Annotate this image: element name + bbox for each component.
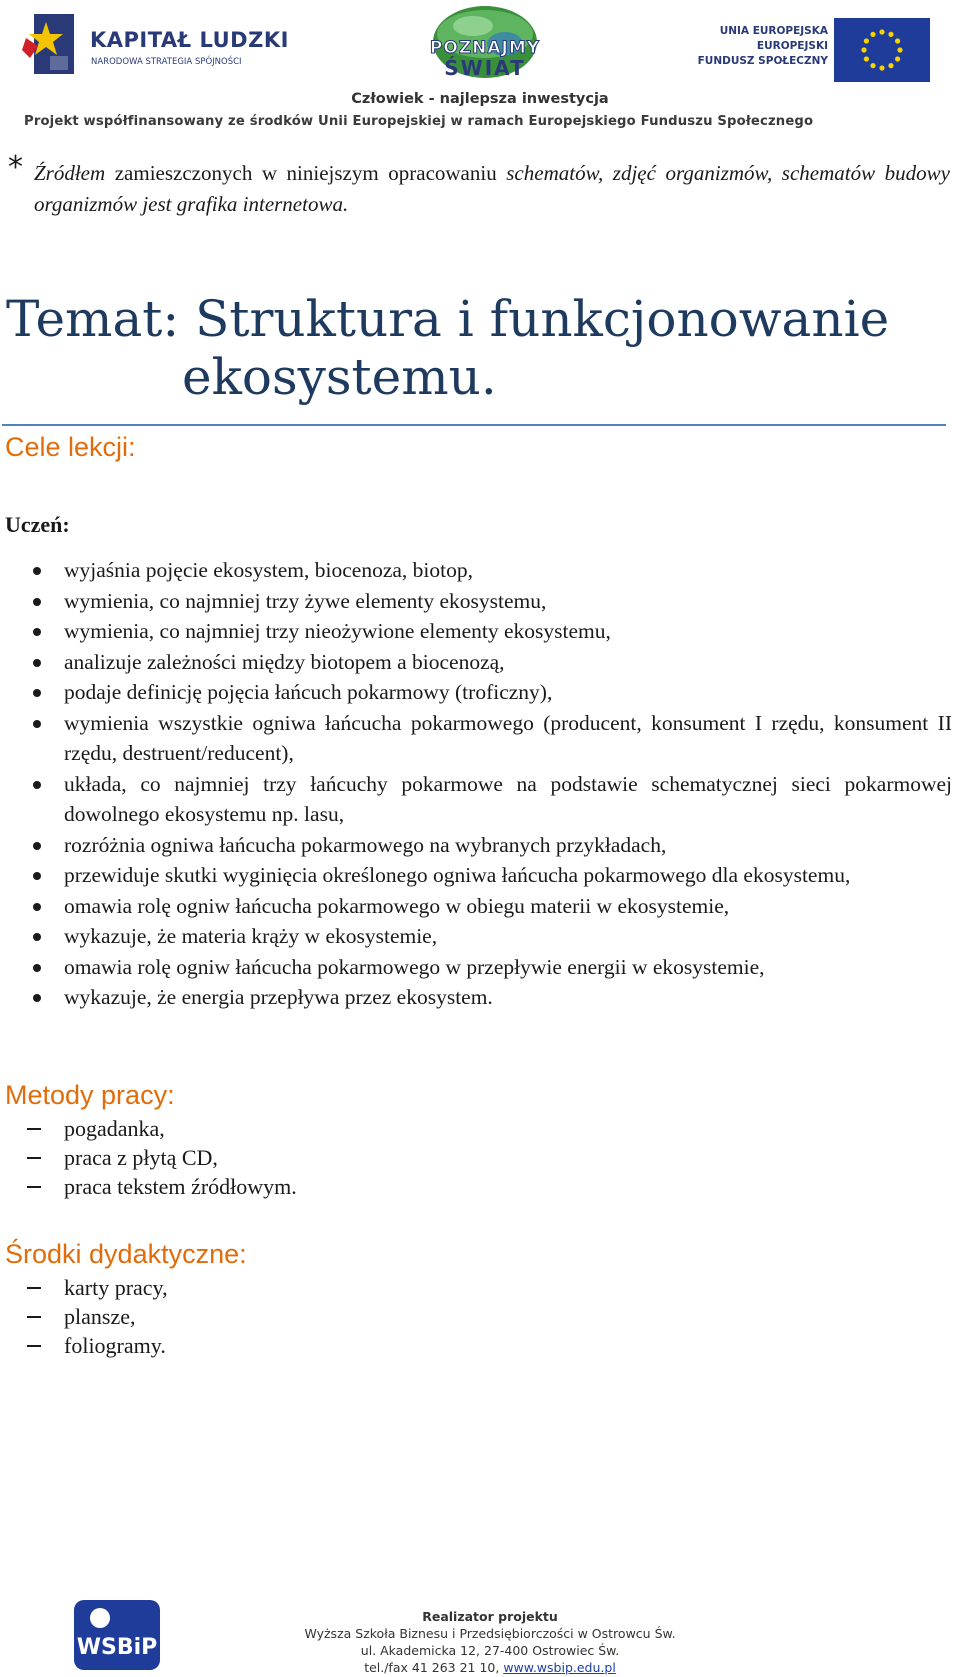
- bullet-icon: [33, 598, 41, 606]
- kapital-ludzki-subtitle: NARODOWA STRATEGIA SPÓJNOŚCI: [91, 57, 242, 67]
- list-item: plansze,: [0, 1302, 600, 1331]
- bullet-icon: [33, 781, 41, 789]
- title-line-1: Temat: Struktura i funkcjonowanie: [6, 290, 890, 348]
- document-header: [0, 0, 960, 135]
- list-item: wymienia wszystkie ogniwa łańcucha pokarmowego (producent, konsument I rzędu, konsument II rzędu, destruent/reducent),: [0, 708, 952, 769]
- methods-list: [0, 1114, 600, 1201]
- aids-heading: Środki dydaktyczne:: [5, 1239, 247, 1269]
- bullet-icon: [33, 903, 41, 911]
- list-item: przewiduje skutki wyginięcia określonego ogniwa łańcucha pokarmowego dla ekosystemu,: [0, 860, 952, 891]
- eu-line-2: EUROPEJSKI: [756, 40, 828, 52]
- dash-icon: [27, 1157, 41, 1159]
- dash-icon: [27, 1128, 41, 1130]
- eu-line-3: FUNDUSZ SPOŁECZNY: [697, 55, 828, 67]
- list-item: wykazuje, że materia krąży w ekosystemie,: [0, 921, 952, 952]
- bullet-icon: [33, 659, 41, 667]
- poznajmy-text: POZNAJMY: [429, 38, 541, 58]
- dash-icon: [27, 1287, 41, 1289]
- source-note: [8, 150, 950, 220]
- kapital-ludzki-title: KAPITAŁ LUDZKI: [90, 28, 289, 52]
- bullet-icon: [33, 964, 41, 972]
- kapital-ludzki-logo: [20, 12, 300, 82]
- methods-heading: Metody pracy:: [5, 1080, 175, 1110]
- motto: Człowiek - najlepsza inwestycja: [351, 91, 609, 107]
- footer-website-link[interactable]: www.wsbip.edu.pl: [503, 1660, 616, 1675]
- eu-text: [698, 24, 828, 69]
- title-divider: [2, 424, 946, 426]
- bullet-icon: [33, 872, 41, 880]
- list-item: omawia rolę ogniw łańcucha pokarmowego w obiegu materii w ekosystemie,: [0, 891, 952, 922]
- list-item: wymienia, co najmniej trzy nieożywione elementy ekosystemu,: [0, 616, 952, 647]
- list-item: podaje definicję pojęcia łańcuch pokarmowy (troficzny),: [0, 677, 952, 708]
- swiat-text: ŚWIAT: [444, 56, 526, 80]
- student-label: Uczeń:: [5, 512, 70, 537]
- list-item: wyjaśnia pojęcie ekosystem, biocenoza, biotop,: [0, 555, 952, 586]
- footer-line-2: ul. Akademicka 12, 27-400 Ostrowiec Św.: [360, 1643, 620, 1658]
- project-cofinancing-line: Projekt współfinansowany ze środków Unii Europejskiej w ramach Europejskiego Funduszu Społecznego: [24, 114, 814, 129]
- footer-text: [300, 1608, 680, 1676]
- dash-icon: [27, 1316, 41, 1318]
- eu-flag-icon: [834, 18, 930, 82]
- footer-line-1: Wyższa Szkoła Biznesu i Przedsiębiorczości w Ostrowcu Św.: [304, 1626, 676, 1641]
- list-item: foliogramy.: [0, 1331, 600, 1360]
- list-item: karty pracy,: [0, 1273, 600, 1302]
- wsbip-logo-icon: [74, 1600, 160, 1670]
- eu-logo: [688, 18, 948, 78]
- goals-heading: Cele lekcji:: [5, 432, 136, 462]
- bullet-icon: [33, 842, 41, 850]
- list-item: wykazuje, że energia przepływa przez ekosystem.: [0, 982, 952, 1013]
- bullet-icon: [33, 933, 41, 941]
- document-footer: [0, 1590, 960, 1677]
- title-line-2: ekosystemu.: [182, 348, 497, 406]
- list-item: praca z płytą CD,: [0, 1143, 600, 1172]
- bullet-icon: [33, 567, 41, 575]
- source-note-text: [34, 158, 950, 220]
- eu-line-1: UNIA EUROPEJSKA: [719, 25, 828, 37]
- bullet-icon: [33, 689, 41, 697]
- dash-icon: [27, 1345, 41, 1347]
- list-item: pogadanka,: [0, 1114, 600, 1143]
- aids-list: [0, 1273, 600, 1360]
- poznajmy-swiat-logo: [395, 4, 575, 82]
- list-item: rozróżnia ogniwa łańcucha pokarmowego na wybranych przykładach,: [0, 830, 952, 861]
- footer-line-3: [300, 1659, 680, 1676]
- kapital-ludzki-star-icon: [20, 12, 78, 78]
- footer-phone: tel./fax 41 263 21 10,: [364, 1660, 504, 1675]
- list-item: omawia rolę ogniw łańcucha pokarmowego w przepływie energii w ekosystemie,: [0, 952, 952, 983]
- source-note-part1: Źródłem: [34, 161, 106, 185]
- list-item: układa, co najmniej trzy łańcuchy pokarmowe na podstawie schematycznej sieci pokarmowej dowolnego ekosystemu np. lasu,: [0, 769, 952, 830]
- goals-list: [0, 555, 952, 1013]
- list-item: wymienia, co najmniej trzy żywe elementy ekosystemu,: [0, 586, 952, 617]
- dash-icon: [27, 1186, 41, 1188]
- page-title: [6, 290, 946, 406]
- bullet-icon: [33, 994, 41, 1002]
- asterisk: *: [8, 150, 23, 185]
- list-item: praca tekstem źródłowym.: [0, 1172, 600, 1201]
- bullet-icon: [33, 628, 41, 636]
- footer-title: Realizator projektu: [422, 1609, 558, 1624]
- wsbip-logo-text: WSBiP: [76, 1635, 158, 1660]
- source-note-part3: schematów, zdjęć organizmów, schematów budowy organizmów jest grafika internetowa.: [34, 161, 950, 216]
- list-item: analizuje zależności między biotopem a biocenozą,: [0, 647, 952, 678]
- bullet-icon: [33, 720, 41, 728]
- source-note-part2: zamieszczonych w niniejszym opracowaniu: [105, 161, 507, 185]
